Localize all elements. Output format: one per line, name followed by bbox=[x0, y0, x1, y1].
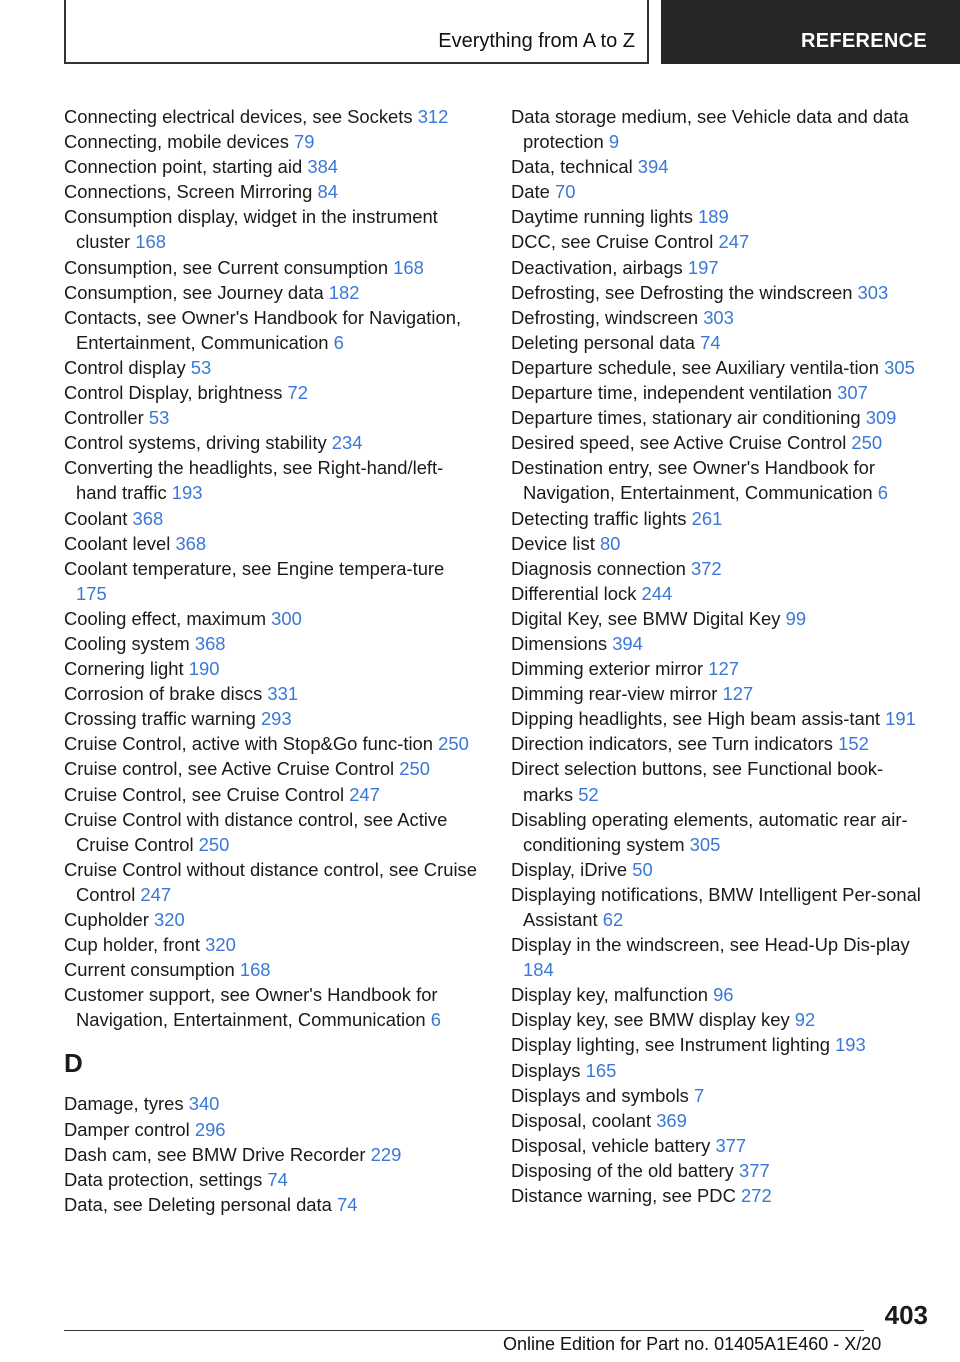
index-entry bbox=[511, 731, 931, 756]
index-entry-text: Display, iDrive bbox=[511, 858, 628, 880]
index-entry bbox=[64, 430, 479, 455]
page-number: 403 bbox=[884, 1300, 928, 1330]
index-entry bbox=[511, 204, 931, 229]
index-entry bbox=[64, 556, 479, 606]
header-tab bbox=[661, 0, 960, 64]
index-entry-text: Digital Key, see BMW Digital Key bbox=[511, 607, 781, 629]
index-entry bbox=[511, 305, 931, 330]
page-reference-link[interactable]: 79 bbox=[294, 131, 315, 153]
index-entry bbox=[64, 104, 479, 129]
index-entry-text: Data storage medium, see Vehicle data and data protection bbox=[511, 106, 909, 153]
index-entry bbox=[64, 179, 479, 204]
index-entry-text: Cup holder, front bbox=[64, 934, 200, 956]
page-reference-link[interactable]: 320 bbox=[205, 934, 236, 956]
index-entry-text: Diagnosis connection bbox=[511, 557, 686, 579]
index-entry bbox=[511, 1032, 931, 1057]
index-entry-text: Dash cam, see BMW Drive Recorder bbox=[64, 1143, 366, 1165]
index-entry bbox=[511, 1158, 931, 1183]
page-reference-link[interactable]: 384 bbox=[307, 156, 339, 178]
index-entry bbox=[64, 380, 479, 405]
index-entry bbox=[64, 681, 479, 706]
index-entry-text: Defrosting, see Defrosting the windscreen bbox=[511, 281, 853, 303]
index-entry-text: Deleting personal data bbox=[511, 331, 696, 353]
index-entry bbox=[511, 229, 931, 254]
page-reference-link[interactable]: 300 bbox=[271, 607, 302, 629]
index-entry-text: Departure schedule, see Auxiliary ventila‐tion bbox=[511, 356, 880, 378]
index-entry-text: Deactivation, airbags bbox=[511, 256, 683, 278]
index-entry bbox=[511, 179, 931, 204]
index-entry-text: Coolant temperature, see Engine tempera‐ture bbox=[64, 557, 445, 579]
index-entry-text: Cooling effect, maximum bbox=[64, 607, 267, 629]
index-entry bbox=[64, 1142, 479, 1167]
index-entry bbox=[64, 129, 479, 154]
index-entry-text: Controller bbox=[64, 407, 144, 429]
index-entry-text: Consumption display, widget in the instrument cluster bbox=[64, 206, 438, 253]
index-entry-text: Connecting electrical devices, see Sockets bbox=[64, 106, 413, 127]
index-entry bbox=[64, 982, 479, 1032]
page-reference-link[interactable]: 53 bbox=[148, 407, 170, 429]
page-reference-link[interactable]: 368 bbox=[175, 532, 207, 554]
page-reference-link[interactable]: 331 bbox=[267, 683, 299, 705]
index-entry bbox=[511, 581, 931, 606]
reference-tab-label: REFERENCE bbox=[801, 30, 928, 52]
page-reference-link[interactable]: 92 bbox=[794, 1009, 816, 1031]
index-entry bbox=[511, 756, 931, 806]
page-reference-link[interactable]: 293 bbox=[260, 708, 292, 730]
index-entry-text: Connecting, mobile devices bbox=[64, 131, 289, 153]
page-reference-link[interactable]: 394 bbox=[612, 632, 643, 654]
page-reference-link[interactable]: 193 bbox=[171, 482, 203, 504]
edition-note: Online Edition for Part no. 01405A1E460 - X/20 bbox=[503, 1334, 882, 1354]
page-reference-link[interactable]: 247 bbox=[349, 783, 380, 805]
index-entry bbox=[64, 606, 479, 631]
index-entry bbox=[64, 405, 479, 430]
index-entry bbox=[511, 882, 931, 932]
index-entry bbox=[64, 807, 479, 857]
index-entry-text: Daytime running lights bbox=[511, 206, 693, 228]
page-reference-link[interactable]: 369 bbox=[656, 1109, 687, 1131]
index-entry bbox=[511, 255, 931, 280]
index-entry bbox=[511, 656, 931, 681]
page-reference-link[interactable]: 168 bbox=[393, 256, 424, 278]
index-entry bbox=[511, 932, 931, 982]
index-entry-text: Displaying notifications, BMW Intelligent Per‐sonal Assistant bbox=[511, 883, 921, 930]
index-entry bbox=[511, 405, 931, 430]
page-reference-link[interactable]: 9 bbox=[608, 131, 620, 153]
index-entry-text: Cruise Control without distance control, see Cruise Control bbox=[64, 858, 477, 905]
index-entry-text: Dimming exterior mirror bbox=[511, 658, 704, 680]
index-entry-text: Dipping headlights, see High beam assis‐tant bbox=[511, 708, 881, 730]
index-entry bbox=[64, 1117, 479, 1142]
index-entry-text: Connection point, starting aid bbox=[64, 156, 303, 178]
page-reference-link[interactable]: 244 bbox=[641, 582, 673, 604]
index-entry-text: Destination entry, see Owner's Handbook for Navigation, Entertainment, Communication bbox=[511, 457, 876, 504]
index-entry bbox=[511, 1083, 931, 1108]
page-reference-link[interactable]: 296 bbox=[194, 1118, 226, 1140]
index-entry-text: Display key, malfunction bbox=[511, 984, 708, 1006]
page-reference-link[interactable]: 261 bbox=[691, 507, 723, 529]
index-entry-text: Converting the headlights, see Right‐hand/left‐hand traffic bbox=[64, 457, 444, 504]
page-reference-link[interactable]: 394 bbox=[637, 156, 669, 178]
page-reference-link[interactable]: 6 bbox=[333, 331, 344, 353]
index-entry-text: Display key, see BMW display key bbox=[511, 1009, 790, 1031]
page-reference-link[interactable]: 368 bbox=[194, 632, 226, 654]
index-entry bbox=[511, 606, 931, 631]
page-reference-link[interactable]: 6 bbox=[877, 482, 888, 504]
page-reference-link[interactable]: 247 bbox=[718, 231, 750, 253]
page-reference-link[interactable]: 6 bbox=[430, 1009, 441, 1031]
index-entry-text: Dimensions bbox=[511, 632, 608, 654]
index-entry-text: Data protection, settings bbox=[64, 1168, 263, 1190]
index-entry bbox=[511, 857, 931, 882]
index-entry bbox=[64, 355, 479, 380]
index-entry-text: Disabling operating elements, automatic rear air-conditioning system bbox=[511, 808, 908, 855]
page-reference-link[interactable]: 182 bbox=[328, 281, 360, 303]
index-entries-c bbox=[64, 104, 479, 1032]
page-reference-link[interactable]: 197 bbox=[687, 256, 719, 278]
page-reference-link[interactable]: 250 bbox=[438, 733, 469, 755]
index-entry-text: Disposal, coolant bbox=[511, 1109, 652, 1131]
index-entry-text: Disposal, vehicle battery bbox=[511, 1134, 711, 1156]
index-entry bbox=[511, 681, 931, 706]
index-entry-text: Coolant bbox=[64, 507, 128, 529]
index-entry-text: Direction indicators, see Turn indicators bbox=[511, 733, 833, 755]
page-reference-link[interactable]: 72 bbox=[287, 382, 308, 404]
index-entry bbox=[64, 1167, 479, 1192]
page-reference-link[interactable]: 96 bbox=[713, 984, 734, 1006]
index-entry-text: Coolant level bbox=[64, 532, 171, 554]
index-entry bbox=[64, 857, 479, 907]
index-entry bbox=[511, 430, 931, 455]
index-entry-text: Corrosion of brake discs bbox=[64, 683, 263, 705]
page-reference-link[interactable]: 272 bbox=[741, 1185, 772, 1207]
index-entry-text: Distance warning, see PDC bbox=[511, 1185, 736, 1207]
index-entry-text: Displays and symbols bbox=[511, 1084, 689, 1106]
page-reference-link[interactable]: 229 bbox=[370, 1143, 402, 1165]
index-entries-d-continued bbox=[511, 104, 931, 1208]
page-reference-link[interactable]: 368 bbox=[132, 507, 164, 529]
index-entry bbox=[511, 706, 931, 731]
page-reference-link[interactable]: 377 bbox=[739, 1159, 770, 1181]
index-entry-text: Data, technical bbox=[511, 156, 633, 178]
header-section-box bbox=[64, 0, 649, 64]
page-reference-link[interactable]: 168 bbox=[239, 959, 271, 981]
index-entries-d bbox=[64, 1091, 479, 1216]
index-entry-text: Customer support, see Owner's Handbook for Navigation, Entertainment, Communication bbox=[64, 984, 438, 1031]
section-letter: D bbox=[64, 1048, 83, 1079]
index-entry bbox=[511, 330, 931, 355]
index-entry bbox=[64, 506, 479, 531]
page-reference-link[interactable]: 152 bbox=[838, 733, 869, 755]
index-entry-text: Contacts, see Owner's Handbook for Navigation, Entertainment, Communication bbox=[64, 306, 462, 353]
index-entry bbox=[64, 255, 479, 280]
index-entry bbox=[64, 731, 479, 756]
index-entry bbox=[64, 706, 479, 731]
page-reference-link[interactable]: 165 bbox=[585, 1059, 617, 1081]
index-entry-text: Display in the windscreen, see Head-Up Dis‐play bbox=[511, 934, 910, 956]
index-entry-text: Cruise Control, see Cruise Control bbox=[64, 783, 345, 805]
page-reference-link[interactable]: 74 bbox=[336, 1193, 358, 1215]
index-entry-text: Departure times, stationary air conditioning bbox=[511, 407, 861, 429]
page-reference-link[interactable]: 250 bbox=[399, 758, 430, 780]
index-entry bbox=[511, 380, 931, 405]
index-entry-text: Cruise Control with distance control, see Active Cruise Control bbox=[64, 808, 448, 855]
index-entry bbox=[511, 1007, 931, 1032]
index-entry-text: Detecting traffic lights bbox=[511, 507, 687, 529]
index-entry-text: Displays bbox=[511, 1059, 581, 1081]
page-reference-link[interactable]: 62 bbox=[602, 909, 624, 930]
index-entry-text: Control display bbox=[64, 356, 186, 378]
page-reference-link[interactable]: 250 bbox=[198, 833, 230, 855]
index-entry-text: Cupholder bbox=[64, 909, 149, 930]
index-entry-text: Crossing traffic warning bbox=[64, 708, 256, 730]
page-reference-link[interactable]: 127 bbox=[708, 658, 739, 680]
index-entry-text: Consumption, see Current consumption bbox=[64, 256, 389, 278]
index-entry bbox=[64, 1192, 479, 1217]
page-reference-link[interactable]: 312 bbox=[417, 106, 449, 127]
index-entry-text: Device list bbox=[511, 532, 595, 554]
page-reference-link[interactable]: 74 bbox=[267, 1168, 288, 1190]
page-reference-link[interactable]: 190 bbox=[188, 658, 220, 680]
index-entry bbox=[64, 455, 479, 505]
page-reference-link[interactable]: 168 bbox=[135, 231, 166, 253]
index-entry-text: Date bbox=[511, 181, 550, 203]
index-entry bbox=[64, 756, 479, 781]
page-reference-link[interactable]: 80 bbox=[599, 532, 621, 554]
index-entry-text: Disposing of the old battery bbox=[511, 1159, 734, 1181]
index-entry bbox=[64, 154, 479, 179]
index-entry-text: Current consumption bbox=[64, 959, 235, 981]
index-entry-text: Cruise Control, active with Stop&Go func‐tion bbox=[64, 733, 433, 755]
index-entry-text: Cruise control, see Active Cruise Control bbox=[64, 758, 395, 780]
index-entry-text: Cornering light bbox=[64, 658, 184, 680]
index-entry bbox=[64, 907, 479, 932]
index-entry bbox=[64, 531, 479, 556]
index-entry bbox=[64, 1091, 479, 1116]
index-entry-text: Cooling system bbox=[64, 632, 190, 654]
index-entry bbox=[511, 982, 931, 1007]
index-entry-text: Damper control bbox=[64, 1118, 190, 1140]
index-entry bbox=[64, 280, 479, 305]
index-entry-text: Departure time, independent ventilation bbox=[511, 382, 833, 404]
page-reference-link[interactable]: 247 bbox=[140, 883, 172, 905]
index-entry bbox=[64, 305, 479, 355]
page-reference-link[interactable]: 250 bbox=[851, 432, 883, 454]
index-entry-text: Control systems, driving stability bbox=[64, 432, 327, 454]
page-reference-link[interactable]: 7 bbox=[693, 1084, 705, 1106]
index-entry bbox=[511, 531, 931, 556]
page-reference-link[interactable]: 305 bbox=[689, 833, 721, 855]
index-entry bbox=[64, 204, 479, 254]
index-entry bbox=[64, 932, 479, 957]
index-entry bbox=[511, 455, 931, 505]
index-entry bbox=[511, 154, 931, 179]
page-reference-link[interactable]: 320 bbox=[153, 909, 185, 930]
index-entry bbox=[511, 807, 931, 857]
index-entry bbox=[511, 1183, 931, 1208]
index-entry-text: Display lighting, see Instrument lighting bbox=[511, 1034, 830, 1056]
page-reference-link[interactable]: 127 bbox=[722, 683, 754, 705]
index-entry bbox=[64, 656, 479, 681]
index-entry bbox=[511, 556, 931, 581]
index-entry bbox=[511, 1108, 931, 1133]
index-entry bbox=[511, 506, 931, 531]
footer-divider bbox=[64, 1330, 864, 1331]
section-title: Everything from A to Z bbox=[438, 30, 635, 52]
page-reference-link[interactable]: 309 bbox=[865, 407, 897, 429]
index-entry-text: Damage, tyres bbox=[64, 1093, 184, 1115]
index-entry-text: Dimming rear‐view mirror bbox=[511, 683, 718, 705]
page-reference-link[interactable]: 305 bbox=[884, 356, 915, 378]
page-reference-link[interactable]: 70 bbox=[554, 181, 576, 203]
page-reference-link[interactable]: 52 bbox=[578, 783, 599, 805]
page-reference-link[interactable]: 74 bbox=[700, 331, 721, 353]
page-reference-link[interactable]: 191 bbox=[885, 708, 916, 730]
index-entry bbox=[64, 957, 479, 982]
page-reference-link[interactable]: 99 bbox=[785, 607, 807, 629]
index-entry-text: Data, see Deleting personal data bbox=[64, 1193, 332, 1215]
index-entry bbox=[511, 631, 931, 656]
index-entry-text: Differential lock bbox=[511, 582, 637, 604]
index-entry bbox=[511, 1133, 931, 1158]
page-reference-link[interactable]: 303 bbox=[703, 306, 734, 328]
index-entry bbox=[511, 1058, 931, 1083]
page-reference-link[interactable]: 53 bbox=[190, 356, 212, 378]
index-entry-text: Defrosting, windscreen bbox=[511, 306, 699, 328]
index-entry bbox=[511, 355, 931, 380]
index-entry bbox=[64, 631, 479, 656]
index-entry-text: Desired speed, see Active Cruise Control bbox=[511, 432, 847, 454]
index-entry-text: Direct selection buttons, see Functional book‐marks bbox=[511, 758, 884, 805]
index-column-left bbox=[64, 104, 479, 1217]
page-reference-link[interactable]: 84 bbox=[317, 181, 338, 203]
page-reference-link[interactable]: 193 bbox=[835, 1034, 866, 1056]
index-entry bbox=[511, 280, 931, 305]
index-entry-text: Connections, Screen Mirroring bbox=[64, 181, 313, 203]
index-entry-text: Control Display, brightness bbox=[64, 382, 283, 404]
index-entry-text: Consumption, see Journey data bbox=[64, 281, 324, 303]
page-reference-link[interactable]: 307 bbox=[837, 382, 868, 404]
page-reference-link[interactable]: 184 bbox=[523, 959, 554, 981]
page-reference-link[interactable]: 189 bbox=[698, 206, 729, 228]
page-reference-link[interactable]: 377 bbox=[715, 1134, 747, 1156]
page-reference-link[interactable]: 372 bbox=[690, 557, 722, 579]
page-reference-link[interactable]: 175 bbox=[76, 582, 107, 604]
index-column-right bbox=[511, 104, 931, 1208]
page-reference-link[interactable]: 340 bbox=[188, 1093, 220, 1115]
page-reference-link[interactable]: 50 bbox=[632, 858, 653, 880]
index-entry bbox=[511, 104, 931, 154]
page-reference-link[interactable]: 303 bbox=[857, 281, 889, 303]
index-entry bbox=[64, 782, 479, 807]
index-entry-text: DCC, see Cruise Control bbox=[511, 231, 714, 253]
page-reference-link[interactable]: 234 bbox=[331, 432, 363, 454]
